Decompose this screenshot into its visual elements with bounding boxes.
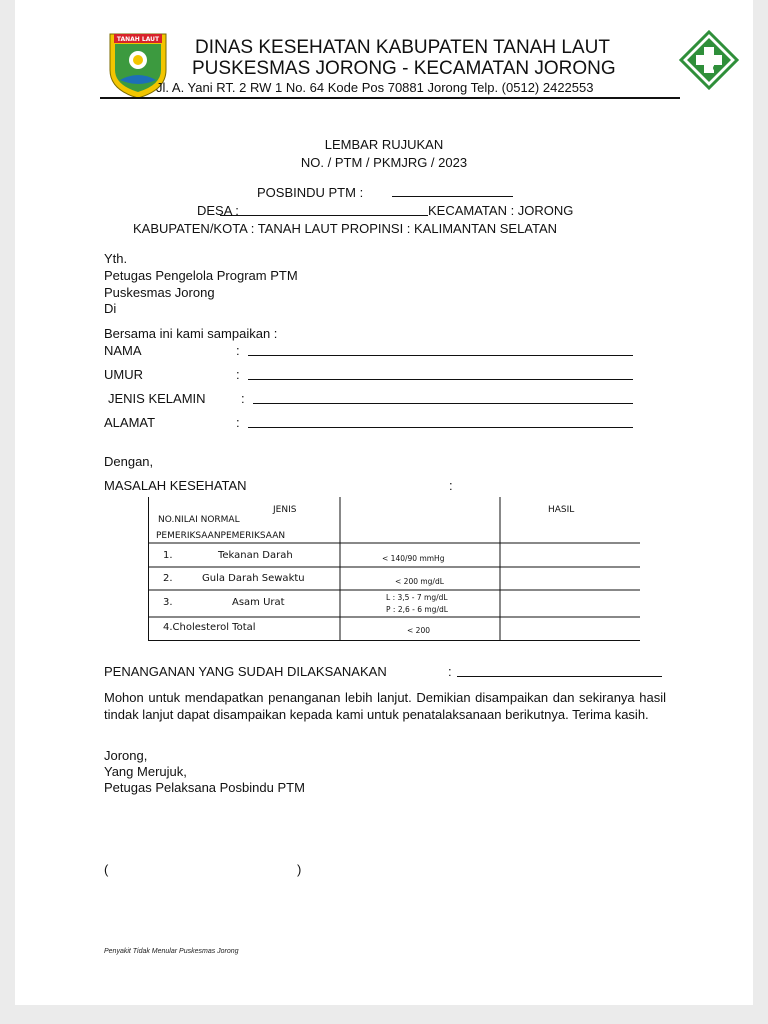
signature-close-paren: ) (297, 862, 302, 877)
row-normal: < 200 mg/dL (395, 577, 444, 586)
posbindu-label: POSBINDU PTM : (257, 185, 364, 200)
row-no: 3. (163, 597, 173, 608)
footer-text: Penyakit Tidak Menular Puskesmas Jorong (104, 948, 239, 955)
row-normal: < 200 (407, 626, 430, 635)
recipient-line: Puskesmas Jorong (104, 285, 215, 300)
recipient-line: Yth. (104, 251, 128, 266)
signature-open-paren: ( (104, 862, 109, 877)
document-page (15, 0, 753, 1005)
recipient-line: Di (104, 301, 117, 316)
kecamatan-text: KECAMATAN : JORONG (428, 203, 574, 218)
header-jenis: JENIS (273, 505, 297, 515)
field-colon: : (241, 391, 245, 406)
header-pemeriksaan: PEMERIKSAANPEMERIKSAAN (156, 531, 286, 541)
address: Jl. A. Yani RT. 2 RW 1 No. 64 Kode Pos 70881 Jorong Telp. (0512) 2422553 (156, 80, 594, 95)
intro-text: Bersama ini kami sampaikan : (104, 326, 278, 341)
row-name: Asam Urat (232, 597, 285, 608)
puskesmas-name: PUSKESMAS JORONG - KECAMATAN JORONG (192, 58, 616, 79)
field-colon: : (236, 343, 240, 358)
field-colon: : (236, 367, 240, 382)
header-no-nilai: NO.NILAI NORMAL (158, 515, 240, 525)
place-text: Jorong, (104, 748, 148, 763)
row-name: Tekanan Darah (218, 550, 293, 561)
field-label-jenis-kelamin: JENIS KELAMIN (108, 391, 206, 406)
jenis-kelamin-field[interactable] (253, 403, 633, 404)
penanganan-field[interactable] (457, 676, 662, 677)
health-table (148, 497, 640, 642)
row-no: 2. (163, 573, 173, 584)
agency-name: DINAS KESEHATAN KABUPATEN TANAH LAUT (195, 37, 610, 58)
referrer-text: Yang Merujuk, (104, 764, 187, 779)
field-label-umur: UMUR (104, 367, 143, 382)
recipient-line: Petugas Pengelola Program PTM (104, 268, 298, 283)
posbindu-field[interactable] (392, 196, 513, 197)
kabupaten-text: KABUPATEN/KOTA : TANAH LAUT PROPINSI : KALIMANTAN SELATAN (133, 221, 558, 236)
puskesmas-logo (677, 30, 741, 90)
field-colon: : (236, 415, 240, 430)
row-normal-p: P : 2,6 - 6 mg/dL (386, 605, 448, 614)
row-name: Gula Darah Sewaktu (202, 573, 305, 584)
desa-label: DESA : (197, 203, 239, 218)
field-label-nama: NAMA (104, 343, 142, 358)
document-title: LEMBAR RUJUKAN (324, 137, 444, 152)
nama-field[interactable] (248, 355, 633, 356)
svg-text:TANAH LAUT: TANAH LAUT (116, 36, 160, 43)
row-normal-l: L : 3,5 - 7 mg/dL (386, 593, 448, 602)
field-label-alamat: ALAMAT (104, 415, 156, 430)
umur-field[interactable] (248, 379, 633, 380)
penanganan-colon: : (448, 664, 452, 679)
penanganan-label: PENANGANAN YANG SUDAH DILAKSANAKAN (104, 664, 387, 679)
role-text: Petugas Pelaksana Posbindu PTM (104, 780, 305, 795)
row-no: 1. (163, 550, 173, 561)
masalah-label: MASALAH KESEHATAN (104, 478, 247, 493)
header-divider (100, 97, 680, 99)
row-normal: < 140/90 mmHg (382, 554, 445, 563)
header-hasil: HASIL (548, 505, 575, 515)
alamat-field[interactable] (248, 427, 633, 428)
closing-paragraph: Mohon untuk mendapatkan penanganan lebih lanjut. Demikian disampaikan dan sekiranya hasil tindak lanjut dapat disampaikan kepada kami untuk penatalaksanaan berikutnya. Terima kasih. (104, 690, 666, 722)
dengan-text: Dengan, (104, 454, 154, 469)
masalah-colon: : (449, 478, 453, 493)
desa-field[interactable] (220, 215, 428, 216)
document-number: NO. / PTM / PKMJRG / 2023 (300, 155, 468, 170)
row-name: 4.Cholesterol Total (163, 622, 256, 633)
